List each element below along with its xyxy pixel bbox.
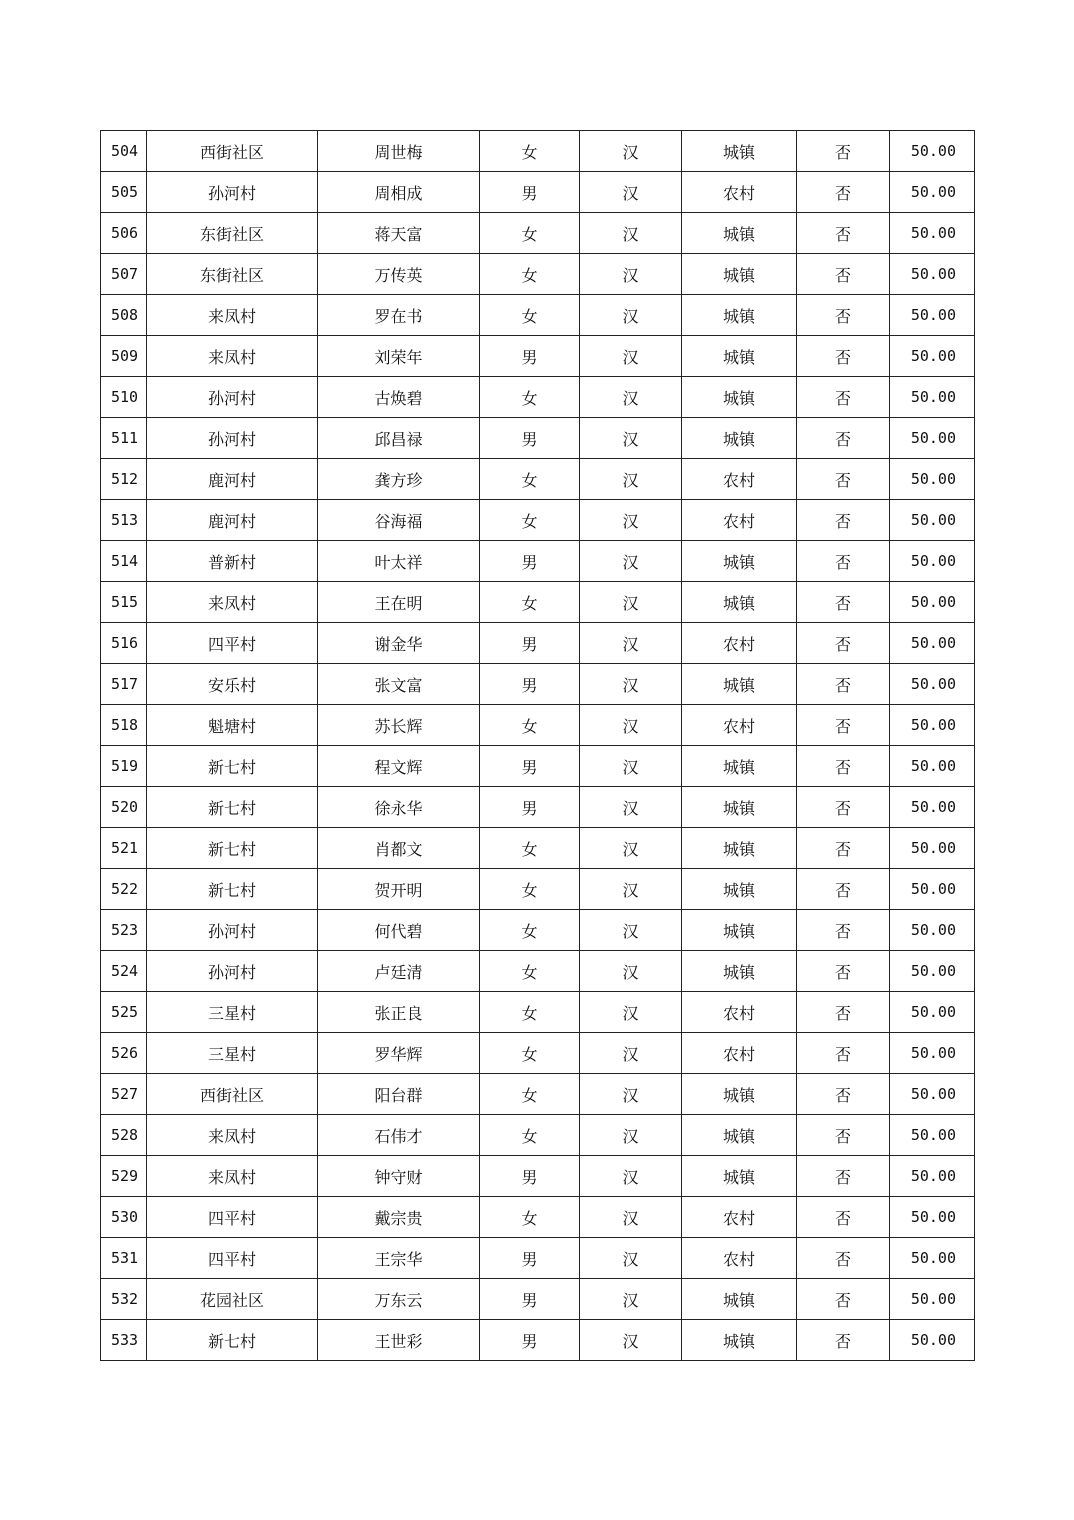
cell-village: 来凤村 xyxy=(147,1115,318,1156)
cell-area-type: 城镇 xyxy=(682,951,797,992)
cell-flag: 否 xyxy=(797,787,890,828)
cell-amount: 50.00 xyxy=(890,705,975,746)
cell-name: 肖都文 xyxy=(318,828,480,869)
cell-name: 龚方珍 xyxy=(318,459,480,500)
cell-name: 徐永华 xyxy=(318,787,480,828)
cell-flag: 否 xyxy=(797,336,890,377)
cell-ethnicity: 汉 xyxy=(580,582,682,623)
table-row xyxy=(101,213,975,254)
cell-flag: 否 xyxy=(797,1033,890,1074)
roster-body xyxy=(101,131,975,1361)
cell-gender: 女 xyxy=(480,910,580,951)
cell-row-number: 504 xyxy=(101,131,147,172)
table-row xyxy=(101,582,975,623)
cell-ethnicity: 汉 xyxy=(580,1320,682,1361)
cell-amount: 50.00 xyxy=(890,869,975,910)
cell-name: 周世梅 xyxy=(318,131,480,172)
cell-village: 四平村 xyxy=(147,1197,318,1238)
cell-amount: 50.00 xyxy=(890,1115,975,1156)
table-row xyxy=(101,664,975,705)
cell-ethnicity: 汉 xyxy=(580,664,682,705)
table-row xyxy=(101,172,975,213)
cell-name: 王在明 xyxy=(318,582,480,623)
cell-gender: 女 xyxy=(480,828,580,869)
cell-row-number: 530 xyxy=(101,1197,147,1238)
cell-row-number: 505 xyxy=(101,172,147,213)
table-row xyxy=(101,869,975,910)
cell-amount: 50.00 xyxy=(890,172,975,213)
cell-village: 东街社区 xyxy=(147,213,318,254)
cell-row-number: 515 xyxy=(101,582,147,623)
cell-row-number: 520 xyxy=(101,787,147,828)
table-row xyxy=(101,500,975,541)
cell-ethnicity: 汉 xyxy=(580,418,682,459)
cell-row-number: 514 xyxy=(101,541,147,582)
cell-ethnicity: 汉 xyxy=(580,1156,682,1197)
cell-ethnicity: 汉 xyxy=(580,869,682,910)
cell-village: 新七村 xyxy=(147,787,318,828)
cell-row-number: 527 xyxy=(101,1074,147,1115)
table-row xyxy=(101,254,975,295)
cell-ethnicity: 汉 xyxy=(580,1197,682,1238)
cell-gender: 男 xyxy=(480,1279,580,1320)
cell-ethnicity: 汉 xyxy=(580,992,682,1033)
cell-ethnicity: 汉 xyxy=(580,787,682,828)
cell-area-type: 农村 xyxy=(682,992,797,1033)
cell-ethnicity: 汉 xyxy=(580,172,682,213)
cell-ethnicity: 汉 xyxy=(580,1279,682,1320)
cell-flag: 否 xyxy=(797,295,890,336)
cell-ethnicity: 汉 xyxy=(580,910,682,951)
cell-village: 安乐村 xyxy=(147,664,318,705)
cell-amount: 50.00 xyxy=(890,1238,975,1279)
cell-name: 叶太祥 xyxy=(318,541,480,582)
cell-flag: 否 xyxy=(797,1074,890,1115)
cell-flag: 否 xyxy=(797,828,890,869)
table-row xyxy=(101,1156,975,1197)
table-row xyxy=(101,1033,975,1074)
cell-ethnicity: 汉 xyxy=(580,336,682,377)
cell-area-type: 农村 xyxy=(682,1238,797,1279)
table-row xyxy=(101,787,975,828)
cell-ethnicity: 汉 xyxy=(580,1238,682,1279)
cell-ethnicity: 汉 xyxy=(580,213,682,254)
cell-flag: 否 xyxy=(797,1115,890,1156)
cell-village: 普新村 xyxy=(147,541,318,582)
cell-row-number: 528 xyxy=(101,1115,147,1156)
cell-area-type: 农村 xyxy=(682,623,797,664)
cell-flag: 否 xyxy=(797,951,890,992)
cell-flag: 否 xyxy=(797,541,890,582)
cell-name: 蒋天富 xyxy=(318,213,480,254)
cell-village: 鹿河村 xyxy=(147,500,318,541)
cell-gender: 男 xyxy=(480,1238,580,1279)
cell-ethnicity: 汉 xyxy=(580,746,682,787)
cell-ethnicity: 汉 xyxy=(580,1033,682,1074)
cell-area-type: 城镇 xyxy=(682,541,797,582)
cell-row-number: 529 xyxy=(101,1156,147,1197)
cell-village: 孙河村 xyxy=(147,172,318,213)
cell-village: 东街社区 xyxy=(147,254,318,295)
cell-gender: 女 xyxy=(480,705,580,746)
cell-ethnicity: 汉 xyxy=(580,295,682,336)
cell-area-type: 城镇 xyxy=(682,1115,797,1156)
cell-gender: 女 xyxy=(480,1197,580,1238)
cell-gender: 女 xyxy=(480,254,580,295)
cell-village: 孙河村 xyxy=(147,951,318,992)
table-row xyxy=(101,1074,975,1115)
cell-amount: 50.00 xyxy=(890,254,975,295)
cell-flag: 否 xyxy=(797,582,890,623)
cell-name: 古焕碧 xyxy=(318,377,480,418)
cell-name: 贺开明 xyxy=(318,869,480,910)
cell-area-type: 农村 xyxy=(682,500,797,541)
cell-row-number: 525 xyxy=(101,992,147,1033)
cell-gender: 女 xyxy=(480,459,580,500)
cell-area-type: 农村 xyxy=(682,1197,797,1238)
cell-village: 来凤村 xyxy=(147,336,318,377)
cell-name: 钟守财 xyxy=(318,1156,480,1197)
cell-flag: 否 xyxy=(797,459,890,500)
table-row xyxy=(101,295,975,336)
cell-gender: 女 xyxy=(480,500,580,541)
table-row xyxy=(101,910,975,951)
cell-row-number: 513 xyxy=(101,500,147,541)
cell-ethnicity: 汉 xyxy=(580,377,682,418)
cell-area-type: 城镇 xyxy=(682,828,797,869)
cell-flag: 否 xyxy=(797,992,890,1033)
cell-area-type: 城镇 xyxy=(682,377,797,418)
cell-name: 谷海福 xyxy=(318,500,480,541)
cell-ethnicity: 汉 xyxy=(580,705,682,746)
cell-ethnicity: 汉 xyxy=(580,131,682,172)
cell-village: 三星村 xyxy=(147,1033,318,1074)
table-row xyxy=(101,1238,975,1279)
cell-gender: 女 xyxy=(480,951,580,992)
cell-amount: 50.00 xyxy=(890,623,975,664)
cell-flag: 否 xyxy=(797,910,890,951)
cell-name: 苏长辉 xyxy=(318,705,480,746)
cell-amount: 50.00 xyxy=(890,664,975,705)
cell-area-type: 城镇 xyxy=(682,1279,797,1320)
cell-amount: 50.00 xyxy=(890,1197,975,1238)
cell-ethnicity: 汉 xyxy=(580,951,682,992)
cell-ethnicity: 汉 xyxy=(580,1115,682,1156)
cell-village: 新七村 xyxy=(147,1320,318,1361)
cell-name: 罗华辉 xyxy=(318,1033,480,1074)
table-row xyxy=(101,1279,975,1320)
table-row xyxy=(101,951,975,992)
cell-row-number: 526 xyxy=(101,1033,147,1074)
cell-name: 王世彩 xyxy=(318,1320,480,1361)
cell-name: 卢廷清 xyxy=(318,951,480,992)
cell-village: 花园社区 xyxy=(147,1279,318,1320)
cell-gender: 女 xyxy=(480,131,580,172)
cell-village: 四平村 xyxy=(147,1238,318,1279)
cell-ethnicity: 汉 xyxy=(580,500,682,541)
cell-amount: 50.00 xyxy=(890,295,975,336)
cell-flag: 否 xyxy=(797,500,890,541)
table-row xyxy=(101,377,975,418)
cell-row-number: 511 xyxy=(101,418,147,459)
table-row xyxy=(101,131,975,172)
cell-village: 来凤村 xyxy=(147,582,318,623)
cell-flag: 否 xyxy=(797,254,890,295)
cell-row-number: 512 xyxy=(101,459,147,500)
cell-row-number: 509 xyxy=(101,336,147,377)
cell-flag: 否 xyxy=(797,1320,890,1361)
cell-flag: 否 xyxy=(797,1279,890,1320)
cell-amount: 50.00 xyxy=(890,377,975,418)
cell-gender: 女 xyxy=(480,1033,580,1074)
cell-gender: 男 xyxy=(480,172,580,213)
cell-row-number: 519 xyxy=(101,746,147,787)
cell-flag: 否 xyxy=(797,664,890,705)
cell-row-number: 523 xyxy=(101,910,147,951)
cell-gender: 男 xyxy=(480,1320,580,1361)
cell-amount: 50.00 xyxy=(890,746,975,787)
table-row xyxy=(101,1197,975,1238)
cell-village: 西街社区 xyxy=(147,1074,318,1115)
cell-area-type: 城镇 xyxy=(682,664,797,705)
cell-flag: 否 xyxy=(797,869,890,910)
table-row xyxy=(101,418,975,459)
cell-village: 来凤村 xyxy=(147,295,318,336)
cell-gender: 女 xyxy=(480,377,580,418)
cell-flag: 否 xyxy=(797,1238,890,1279)
cell-name: 邱昌禄 xyxy=(318,418,480,459)
cell-gender: 女 xyxy=(480,869,580,910)
cell-row-number: 533 xyxy=(101,1320,147,1361)
cell-gender: 男 xyxy=(480,336,580,377)
cell-area-type: 城镇 xyxy=(682,418,797,459)
cell-amount: 50.00 xyxy=(890,992,975,1033)
cell-area-type: 城镇 xyxy=(682,787,797,828)
cell-amount: 50.00 xyxy=(890,951,975,992)
cell-area-type: 农村 xyxy=(682,172,797,213)
cell-amount: 50.00 xyxy=(890,418,975,459)
cell-gender: 男 xyxy=(480,787,580,828)
cell-area-type: 城镇 xyxy=(682,1156,797,1197)
cell-amount: 50.00 xyxy=(890,910,975,951)
cell-village: 鹿河村 xyxy=(147,459,318,500)
table-row xyxy=(101,623,975,664)
cell-amount: 50.00 xyxy=(890,500,975,541)
cell-gender: 女 xyxy=(480,213,580,254)
cell-gender: 男 xyxy=(480,541,580,582)
table-row xyxy=(101,828,975,869)
cell-ethnicity: 汉 xyxy=(580,459,682,500)
cell-area-type: 城镇 xyxy=(682,869,797,910)
cell-area-type: 城镇 xyxy=(682,1320,797,1361)
cell-amount: 50.00 xyxy=(890,582,975,623)
cell-amount: 50.00 xyxy=(890,131,975,172)
cell-flag: 否 xyxy=(797,746,890,787)
cell-amount: 50.00 xyxy=(890,1320,975,1361)
cell-row-number: 510 xyxy=(101,377,147,418)
cell-name: 张文富 xyxy=(318,664,480,705)
cell-village: 四平村 xyxy=(147,623,318,664)
cell-name: 王宗华 xyxy=(318,1238,480,1279)
cell-village: 新七村 xyxy=(147,746,318,787)
cell-name: 万传英 xyxy=(318,254,480,295)
cell-gender: 女 xyxy=(480,1074,580,1115)
cell-name: 程文辉 xyxy=(318,746,480,787)
cell-area-type: 城镇 xyxy=(682,254,797,295)
cell-area-type: 农村 xyxy=(682,1033,797,1074)
cell-row-number: 506 xyxy=(101,213,147,254)
cell-gender: 女 xyxy=(480,295,580,336)
table-row xyxy=(101,1320,975,1361)
cell-flag: 否 xyxy=(797,1197,890,1238)
cell-name: 石伟才 xyxy=(318,1115,480,1156)
cell-gender: 男 xyxy=(480,1156,580,1197)
cell-area-type: 城镇 xyxy=(682,910,797,951)
cell-area-type: 城镇 xyxy=(682,336,797,377)
table-row xyxy=(101,336,975,377)
cell-flag: 否 xyxy=(797,172,890,213)
cell-area-type: 农村 xyxy=(682,705,797,746)
cell-amount: 50.00 xyxy=(890,541,975,582)
cell-area-type: 农村 xyxy=(682,459,797,500)
cell-flag: 否 xyxy=(797,705,890,746)
cell-name: 万东云 xyxy=(318,1279,480,1320)
cell-flag: 否 xyxy=(797,1156,890,1197)
cell-village: 孙河村 xyxy=(147,910,318,951)
cell-amount: 50.00 xyxy=(890,336,975,377)
cell-row-number: 521 xyxy=(101,828,147,869)
cell-amount: 50.00 xyxy=(890,1033,975,1074)
cell-name: 何代碧 xyxy=(318,910,480,951)
cell-village: 新七村 xyxy=(147,828,318,869)
cell-amount: 50.00 xyxy=(890,1074,975,1115)
cell-village: 孙河村 xyxy=(147,418,318,459)
cell-ethnicity: 汉 xyxy=(580,623,682,664)
cell-flag: 否 xyxy=(797,418,890,459)
cell-name: 谢金华 xyxy=(318,623,480,664)
cell-amount: 50.00 xyxy=(890,213,975,254)
cell-gender: 男 xyxy=(480,664,580,705)
cell-village: 魁塘村 xyxy=(147,705,318,746)
cell-ethnicity: 汉 xyxy=(580,541,682,582)
table-row xyxy=(101,541,975,582)
cell-area-type: 城镇 xyxy=(682,582,797,623)
cell-row-number: 507 xyxy=(101,254,147,295)
cell-gender: 女 xyxy=(480,1115,580,1156)
roster-table xyxy=(100,130,975,1361)
cell-amount: 50.00 xyxy=(890,459,975,500)
table-row xyxy=(101,746,975,787)
cell-amount: 50.00 xyxy=(890,1156,975,1197)
cell-area-type: 城镇 xyxy=(682,746,797,787)
cell-village: 三星村 xyxy=(147,992,318,1033)
cell-row-number: 524 xyxy=(101,951,147,992)
cell-row-number: 531 xyxy=(101,1238,147,1279)
cell-row-number: 518 xyxy=(101,705,147,746)
cell-name: 戴宗贵 xyxy=(318,1197,480,1238)
cell-flag: 否 xyxy=(797,377,890,418)
cell-name: 阳台群 xyxy=(318,1074,480,1115)
cell-row-number: 522 xyxy=(101,869,147,910)
cell-row-number: 516 xyxy=(101,623,147,664)
cell-amount: 50.00 xyxy=(890,828,975,869)
cell-gender: 男 xyxy=(480,418,580,459)
cell-name: 周相成 xyxy=(318,172,480,213)
cell-village: 西街社区 xyxy=(147,131,318,172)
cell-amount: 50.00 xyxy=(890,1279,975,1320)
table-row xyxy=(101,705,975,746)
cell-ethnicity: 汉 xyxy=(580,828,682,869)
cell-area-type: 城镇 xyxy=(682,295,797,336)
cell-ethnicity: 汉 xyxy=(580,254,682,295)
cell-village: 孙河村 xyxy=(147,377,318,418)
cell-flag: 否 xyxy=(797,623,890,664)
cell-area-type: 城镇 xyxy=(682,1074,797,1115)
cell-row-number: 532 xyxy=(101,1279,147,1320)
cell-ethnicity: 汉 xyxy=(580,1074,682,1115)
cell-row-number: 517 xyxy=(101,664,147,705)
table-row xyxy=(101,1115,975,1156)
cell-flag: 否 xyxy=(797,213,890,254)
cell-name: 刘荣年 xyxy=(318,336,480,377)
cell-flag: 否 xyxy=(797,131,890,172)
cell-gender: 女 xyxy=(480,582,580,623)
table-row xyxy=(101,459,975,500)
cell-village: 新七村 xyxy=(147,869,318,910)
cell-name: 罗在书 xyxy=(318,295,480,336)
cell-village: 来凤村 xyxy=(147,1156,318,1197)
cell-area-type: 城镇 xyxy=(682,131,797,172)
cell-row-number: 508 xyxy=(101,295,147,336)
cell-gender: 男 xyxy=(480,623,580,664)
table-row xyxy=(101,992,975,1033)
cell-gender: 女 xyxy=(480,992,580,1033)
cell-gender: 男 xyxy=(480,746,580,787)
cell-name: 张正良 xyxy=(318,992,480,1033)
cell-area-type: 城镇 xyxy=(682,213,797,254)
cell-amount: 50.00 xyxy=(890,787,975,828)
